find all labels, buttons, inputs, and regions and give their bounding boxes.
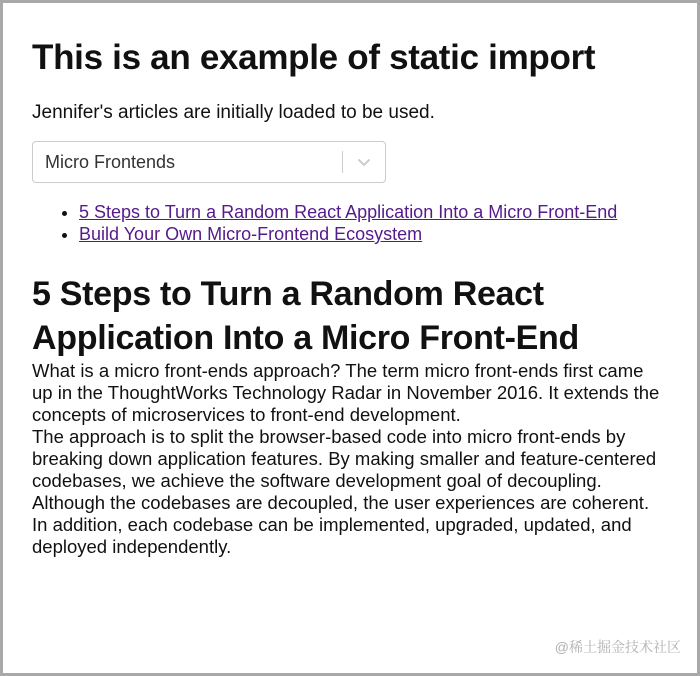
select-value: Micro Frontends [45,151,176,172]
article-link-1[interactable]: 5 Steps to Turn a Random React Application Into a Micro Front-End [79,202,618,222]
watermark: @稀土掘金技术社区 [554,639,681,655]
article-link-2[interactable]: Build Your Own Micro-Frontend Ecosystem [79,224,423,244]
list-item [79,223,669,245]
chevron-down-icon[interactable] [343,142,385,182]
article-title: 5 Steps to Turn a Random React Application Into a Micro Front-End [32,275,579,357]
intro-text: Jennifer's articles are initially loaded to be used. [32,102,435,123]
article-paragraph-3: Although the codebases are decoupled, the user experiences are coherent. In addition, each codebase can be implemented, upgraded, updated, and deployed independently. [32,492,650,557]
article-paragraph-2: The approach is to split the browser-based code into micro front-ends by breaking down application features. By making smaller and feature-centered codebases, we achieve the software development goal of decoupling. [32,426,657,491]
page-title: This is an example of static import [32,38,596,77]
article-list [32,201,669,245]
article-paragraph-1: What is a micro front-ends approach? The term micro front-ends first came up in the ThoughtWorks Technology Radar in November 2016. It extends the concepts of microservices to front-end development. [32,360,660,425]
list-item [79,201,669,223]
author-select[interactable] [32,141,386,183]
